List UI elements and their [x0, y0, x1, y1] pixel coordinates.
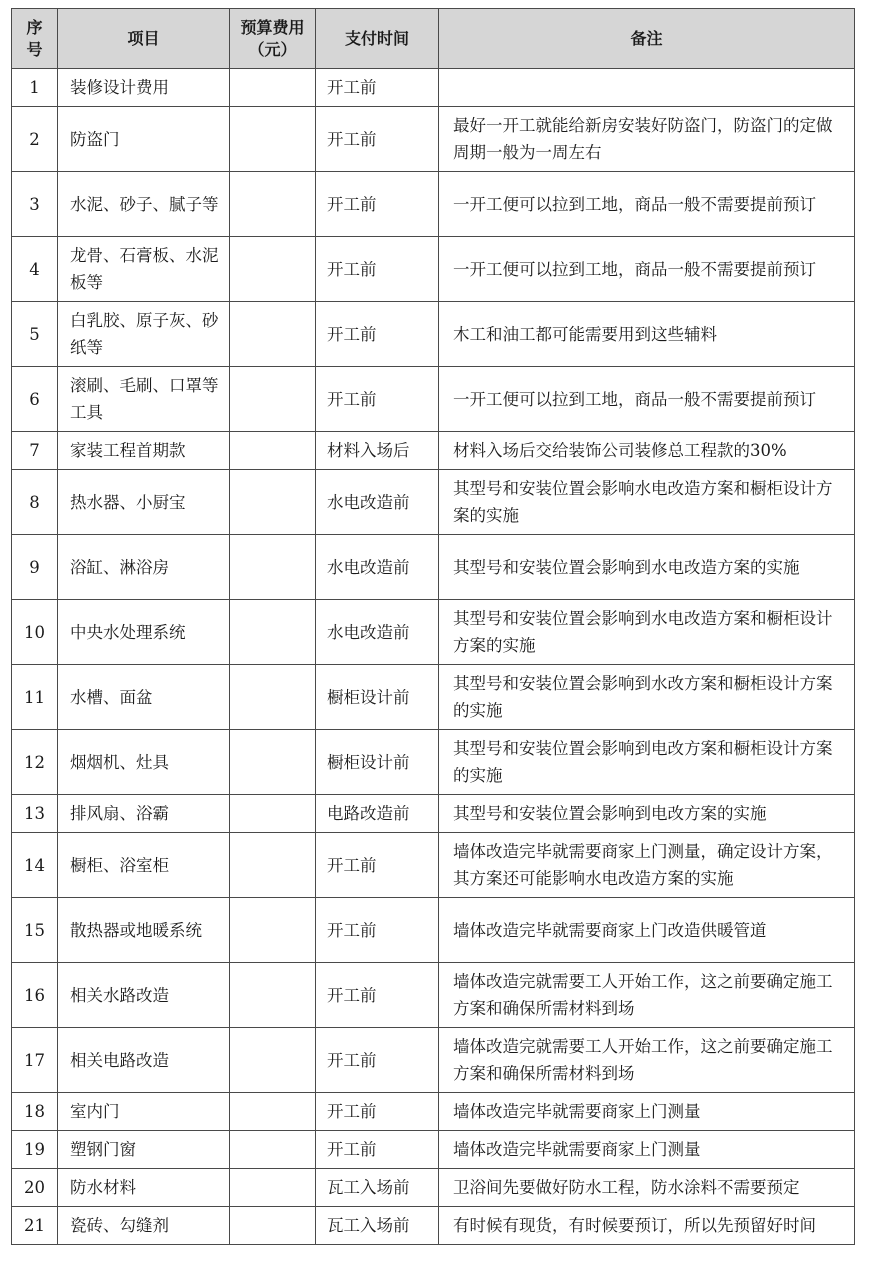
table-row	[12, 535, 855, 600]
row-budget	[230, 470, 316, 535]
row-budget	[230, 535, 316, 600]
row-budget	[230, 1028, 316, 1093]
table-row	[12, 172, 855, 237]
row-no: 14	[12, 833, 58, 898]
row-time: 开工前	[316, 1093, 439, 1131]
row-time: 水电改造前	[316, 535, 439, 600]
row-no: 13	[12, 795, 58, 833]
table-row	[12, 69, 855, 107]
row-item: 白乳胶、原子灰、砂纸等	[58, 302, 230, 367]
row-budget	[230, 172, 316, 237]
table-row	[12, 1093, 855, 1131]
row-time: 开工前	[316, 833, 439, 898]
row-budget	[230, 1093, 316, 1131]
table-row	[12, 833, 855, 898]
row-no: 12	[12, 730, 58, 795]
row-note: 其型号和安装位置会影响到电改方案的实施	[439, 795, 855, 833]
row-budget	[230, 795, 316, 833]
row-budget	[230, 730, 316, 795]
row-note: 墙体改造完毕就需要商家上门测量	[439, 1093, 855, 1131]
row-item: 散热器或地暖系统	[58, 898, 230, 963]
row-item: 热水器、小厨宝	[58, 470, 230, 535]
row-budget	[230, 69, 316, 107]
row-budget	[230, 1169, 316, 1207]
row-item: 防水材料	[58, 1169, 230, 1207]
table-row	[12, 795, 855, 833]
table-row	[12, 730, 855, 795]
row-item: 浴缸、淋浴房	[58, 535, 230, 600]
row-no: 10	[12, 600, 58, 665]
row-note: 材料入场后交给装饰公司装修总工程款的30%	[439, 432, 855, 470]
row-note: 一开工便可以拉到工地，商品一般不需要提前预订	[439, 237, 855, 302]
row-no: 9	[12, 535, 58, 600]
row-no: 3	[12, 172, 58, 237]
row-time: 橱柜设计前	[316, 665, 439, 730]
table-row	[12, 665, 855, 730]
row-budget	[230, 107, 316, 172]
row-no: 15	[12, 898, 58, 963]
row-item: 中央水处理系统	[58, 600, 230, 665]
row-time: 开工前	[316, 302, 439, 367]
table-row	[12, 898, 855, 963]
row-note: 其型号和安装位置会影响到水电改造方案和橱柜设计方案的实施	[439, 600, 855, 665]
row-note: 卫浴间先要做好防水工程，防水涂料不需要预定	[439, 1169, 855, 1207]
row-item: 防盗门	[58, 107, 230, 172]
row-note: 墙体改造完毕就需要商家上门改造供暖管道	[439, 898, 855, 963]
row-item: 水泥、砂子、腻子等	[58, 172, 230, 237]
row-note: 其型号和安装位置会影响到水改方案和橱柜设计方案的实施	[439, 665, 855, 730]
row-item: 家装工程首期款	[58, 432, 230, 470]
row-budget	[230, 833, 316, 898]
row-no: 6	[12, 367, 58, 432]
row-note: 其型号和安装位置会影响到电改方案和橱柜设计方案的实施	[439, 730, 855, 795]
row-note	[439, 69, 855, 107]
row-note: 墙体改造完毕就需要商家上门测量，确定设计方案，其方案还可能影响水电改造方案的实施	[439, 833, 855, 898]
table-row	[12, 237, 855, 302]
row-budget	[230, 665, 316, 730]
row-no: 21	[12, 1207, 58, 1245]
row-no: 11	[12, 665, 58, 730]
row-no: 8	[12, 470, 58, 535]
row-no: 19	[12, 1131, 58, 1169]
row-no: 18	[12, 1093, 58, 1131]
row-no: 1	[12, 69, 58, 107]
row-budget	[230, 1131, 316, 1169]
row-budget	[230, 367, 316, 432]
row-time: 材料入场后	[316, 432, 439, 470]
row-no: 7	[12, 432, 58, 470]
row-note: 最好一开工就能给新房安装好防盗门，防盗门的定做周期一般为一周左右	[439, 107, 855, 172]
row-time: 开工前	[316, 172, 439, 237]
table-row	[12, 1207, 855, 1245]
row-time: 开工前	[316, 237, 439, 302]
row-budget	[230, 302, 316, 367]
row-item: 橱柜、浴室柜	[58, 833, 230, 898]
header-budget: 预算费用（元）	[230, 9, 316, 69]
row-no: 16	[12, 963, 58, 1028]
row-time: 电路改造前	[316, 795, 439, 833]
row-time: 开工前	[316, 963, 439, 1028]
row-note: 有时候有现货，有时候要预订，所以先预留好时间	[439, 1207, 855, 1245]
row-no: 4	[12, 237, 58, 302]
header-note: 备注	[439, 9, 855, 69]
table-row	[12, 963, 855, 1028]
row-time: 开工前	[316, 898, 439, 963]
row-budget	[230, 898, 316, 963]
row-time: 开工前	[316, 1028, 439, 1093]
row-time: 开工前	[316, 107, 439, 172]
row-no: 5	[12, 302, 58, 367]
table-row	[12, 1028, 855, 1093]
row-budget	[230, 432, 316, 470]
row-note: 一开工便可以拉到工地，商品一般不需要提前预订	[439, 172, 855, 237]
table-row	[12, 1131, 855, 1169]
row-item: 烟烟机、灶具	[58, 730, 230, 795]
row-time: 橱柜设计前	[316, 730, 439, 795]
row-item: 瓷砖、勾缝剂	[58, 1207, 230, 1245]
row-budget	[230, 237, 316, 302]
header-no: 序号	[12, 9, 58, 69]
row-time: 水电改造前	[316, 600, 439, 665]
row-budget	[230, 1207, 316, 1245]
row-item: 水槽、面盆	[58, 665, 230, 730]
table-row	[12, 302, 855, 367]
row-note: 墙体改造完毕就需要商家上门测量	[439, 1131, 855, 1169]
header-time: 支付时间	[316, 9, 439, 69]
row-time: 瓦工入场前	[316, 1169, 439, 1207]
row-item: 相关水路改造	[58, 963, 230, 1028]
table-row	[12, 1169, 855, 1207]
row-note: 墙体改造完就需要工人开始工作，这之前要确定施工方案和确保所需材料到场	[439, 1028, 855, 1093]
row-time: 瓦工入场前	[316, 1207, 439, 1245]
row-item: 滚刷、毛刷、口罩等工具	[58, 367, 230, 432]
row-budget	[230, 963, 316, 1028]
row-time: 水电改造前	[316, 470, 439, 535]
row-no: 17	[12, 1028, 58, 1093]
row-time: 开工前	[316, 367, 439, 432]
row-item: 室内门	[58, 1093, 230, 1131]
row-note: 其型号和安装位置会影响水电改造方案和橱柜设计方案的实施	[439, 470, 855, 535]
row-note: 一开工便可以拉到工地，商品一般不需要提前预订	[439, 367, 855, 432]
row-item: 塑钢门窗	[58, 1131, 230, 1169]
table-row	[12, 470, 855, 535]
row-note: 其型号和安装位置会影响到水电改造方案的实施	[439, 535, 855, 600]
row-item: 装修设计费用	[58, 69, 230, 107]
table-row	[12, 367, 855, 432]
row-item: 相关电路改造	[58, 1028, 230, 1093]
row-budget	[230, 600, 316, 665]
row-no: 20	[12, 1169, 58, 1207]
table-header-row	[12, 9, 855, 69]
table-row	[12, 600, 855, 665]
row-no: 2	[12, 107, 58, 172]
row-time: 开工前	[316, 69, 439, 107]
budget-schedule-table	[11, 8, 855, 1245]
row-item: 龙骨、石膏板、水泥板等	[58, 237, 230, 302]
row-note: 墙体改造完就需要工人开始工作，这之前要确定施工方案和确保所需材料到场	[439, 963, 855, 1028]
table-row	[12, 107, 855, 172]
row-time: 开工前	[316, 1131, 439, 1169]
row-note: 木工和油工都可能需要用到这些辅料	[439, 302, 855, 367]
row-item: 排风扇、浴霸	[58, 795, 230, 833]
table-row	[12, 432, 855, 470]
header-item: 项目	[58, 9, 230, 69]
